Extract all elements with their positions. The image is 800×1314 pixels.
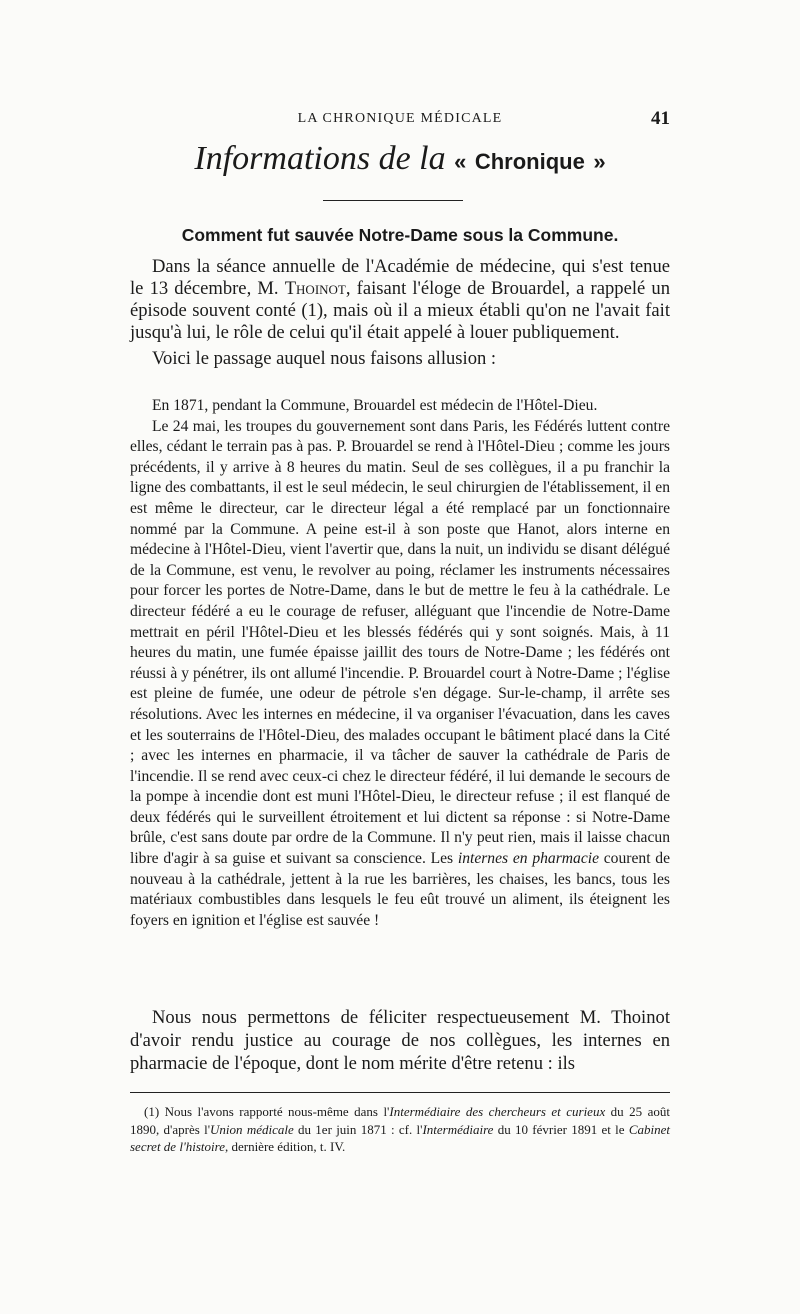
footnote-rule bbox=[130, 1092, 670, 1093]
intro-paragraph-2: Voici le passage auquel nous faisons allusion : bbox=[152, 348, 497, 369]
intro-text bbox=[130, 256, 670, 370]
quote-paragraph-1: En 1871, pendant la Commune, Brouardel est médecin de l'Hôtel-Dieu. bbox=[152, 397, 598, 414]
section-title-open-quote: « bbox=[454, 149, 467, 174]
footnote-text-5: , dernière édition, t. IV. bbox=[224, 1139, 346, 1154]
closing-paragraph: Nous nous permettons de féliciter respectueusement M. Thoinot d'avoir rendu justice au courage de nos collègues, les internes en pharmacie de l'époque, dont le nom mérite d'être retenu : ils bbox=[130, 1007, 670, 1074]
quote-p2-part2: courent de nouveau à la cathédrale, jettent à la rue les barrières, les chaises, les bancs, tous les matériaux combustibles dans lesquels le feu eût trouvé un aliment, ils éteignent les foyers en ignition et l'église est sauvée ! bbox=[130, 850, 670, 929]
section-title-close-quote: » bbox=[593, 149, 606, 174]
footnote-italic-4: Cabinet secret de l'histoire bbox=[130, 1121, 670, 1154]
running-title: LA CHRONIQUE MÉDICALE bbox=[297, 111, 503, 126]
quote-p2-italic: internes en pharmacie bbox=[457, 850, 600, 868]
intro-p1-after: , faisant l'éloge de Brouardel, a rappelé un épisode souvent conté (1), mais où il a mieux établi qu'on ne l'avait fait jusqu'à lui, le rôle de celui qu'il était appelé à louer publiquement. bbox=[130, 278, 670, 343]
footnote-text-4: du 10 février 1891 et le bbox=[493, 1121, 629, 1137]
section-title bbox=[130, 140, 670, 178]
intro-paragraph-1 bbox=[130, 256, 670, 344]
footnote bbox=[130, 1103, 670, 1156]
footnote-paragraph bbox=[130, 1103, 670, 1156]
title-rule bbox=[323, 200, 463, 201]
quoted-passage bbox=[130, 396, 670, 931]
footnote-text-1: (1) Nous l'avons rapporté nous-même dans l' bbox=[144, 1104, 390, 1119]
footnote-italic-2: Union médicale bbox=[210, 1121, 294, 1137]
footnote-text-3: du 1er juin 1871 : cf. l' bbox=[293, 1121, 423, 1137]
running-head bbox=[130, 108, 670, 130]
closing-text bbox=[130, 1006, 670, 1075]
page-number: 41 bbox=[651, 108, 670, 129]
footnote-italic-1: Intermédiaire des chercheurs et curieux bbox=[389, 1104, 606, 1119]
footnote-text-2: du 25 août 1890, d'après l' bbox=[130, 1104, 670, 1137]
quote-p2-part1: Le 24 mai, les troupes du gouvernement sont dans Paris, les Fédérés luttent contre elles, cédant le terrain pas à pas. P. Brouardel se rend à l'Hôtel-Dieu ; comme les jours précédents, il y arrive à 8 heures du matin. Seul de ses collègues, il a pu franchir la ligne des combattants, il est le seul médecin, le seul chirurgien de l'établissement, il en est même le directeur, car le directeur légal a été remplacé par un fonctionnaire nommé par la Commune. A peine est-il à son poste que Hanot, alors interne en médecine à l'Hôtel-Dieu, vient l'avertir que, dans la nuit, un individu se disant délégué de la Commune, est venu, le revolver au poing, réclamer les instruments nécessaires pour forcer les portes de Notre-Dame, dans le but de mettre le feu à la cathédrale. Le directeur fédéré a eu le courage de refuser, alléguant que l'incendie de Notre-Dame mettrait en péril l'Hôtel-Dieu et les blessés fédérés qui y sont soignés. Mais, à 11 heures du matin, une fumée épaisse jaillit des tours de Notre-Dame ; les fédérés ont réussi à y pénétrer, ils ont allumé l'incendie. P. Brouardel court à Notre-Dame ; l'église est pleine de fumée, une odeur de pétrole s'en dégage. Sur-le-champ, il arrête ses résolutions. Avec les internes en médecine, il va organiser l'évacuation, dans les caves et les souterrains de l'Hôtel-Dieu, des malades occupant le bâtiment placé dans la Cité ; avec les internes en pharmacie, il va tâcher de sauver la cathédrale de Paris de l'incendie. Il se rend avec ceux-ci chez le directeur fédéré, il lui demande le secours de la pompe à incendie dont est muni l'Hôtel-Dieu, le directeur refuse ; il est flanqué de deux fédérés qui le surveillent étroitement et lui dictent sa réponse : si Notre-Dame brûle, c'est sans doute par ordre de la Commune. Il n'y peut rien, mais il laisse chacun libre d'agir à sa guise et suivant sa conscience. Les bbox=[130, 417, 670, 868]
footnote-italic-3: Intermédiaire bbox=[422, 1121, 494, 1137]
section-title-quoted-word: Chronique bbox=[474, 149, 585, 174]
quote-paragraph-2 bbox=[130, 417, 670, 932]
intro-p1-before: Dans la séance annuelle de l'Académie de médecine, qui s'est tenue le 13 décembre, M. bbox=[130, 256, 670, 299]
section-title-italic: Informations de la bbox=[194, 140, 446, 177]
intro-p1-name: Thoinot bbox=[284, 278, 346, 299]
article-heading: Comment fut sauvée Notre-Dame sous la Commune. bbox=[181, 225, 619, 245]
